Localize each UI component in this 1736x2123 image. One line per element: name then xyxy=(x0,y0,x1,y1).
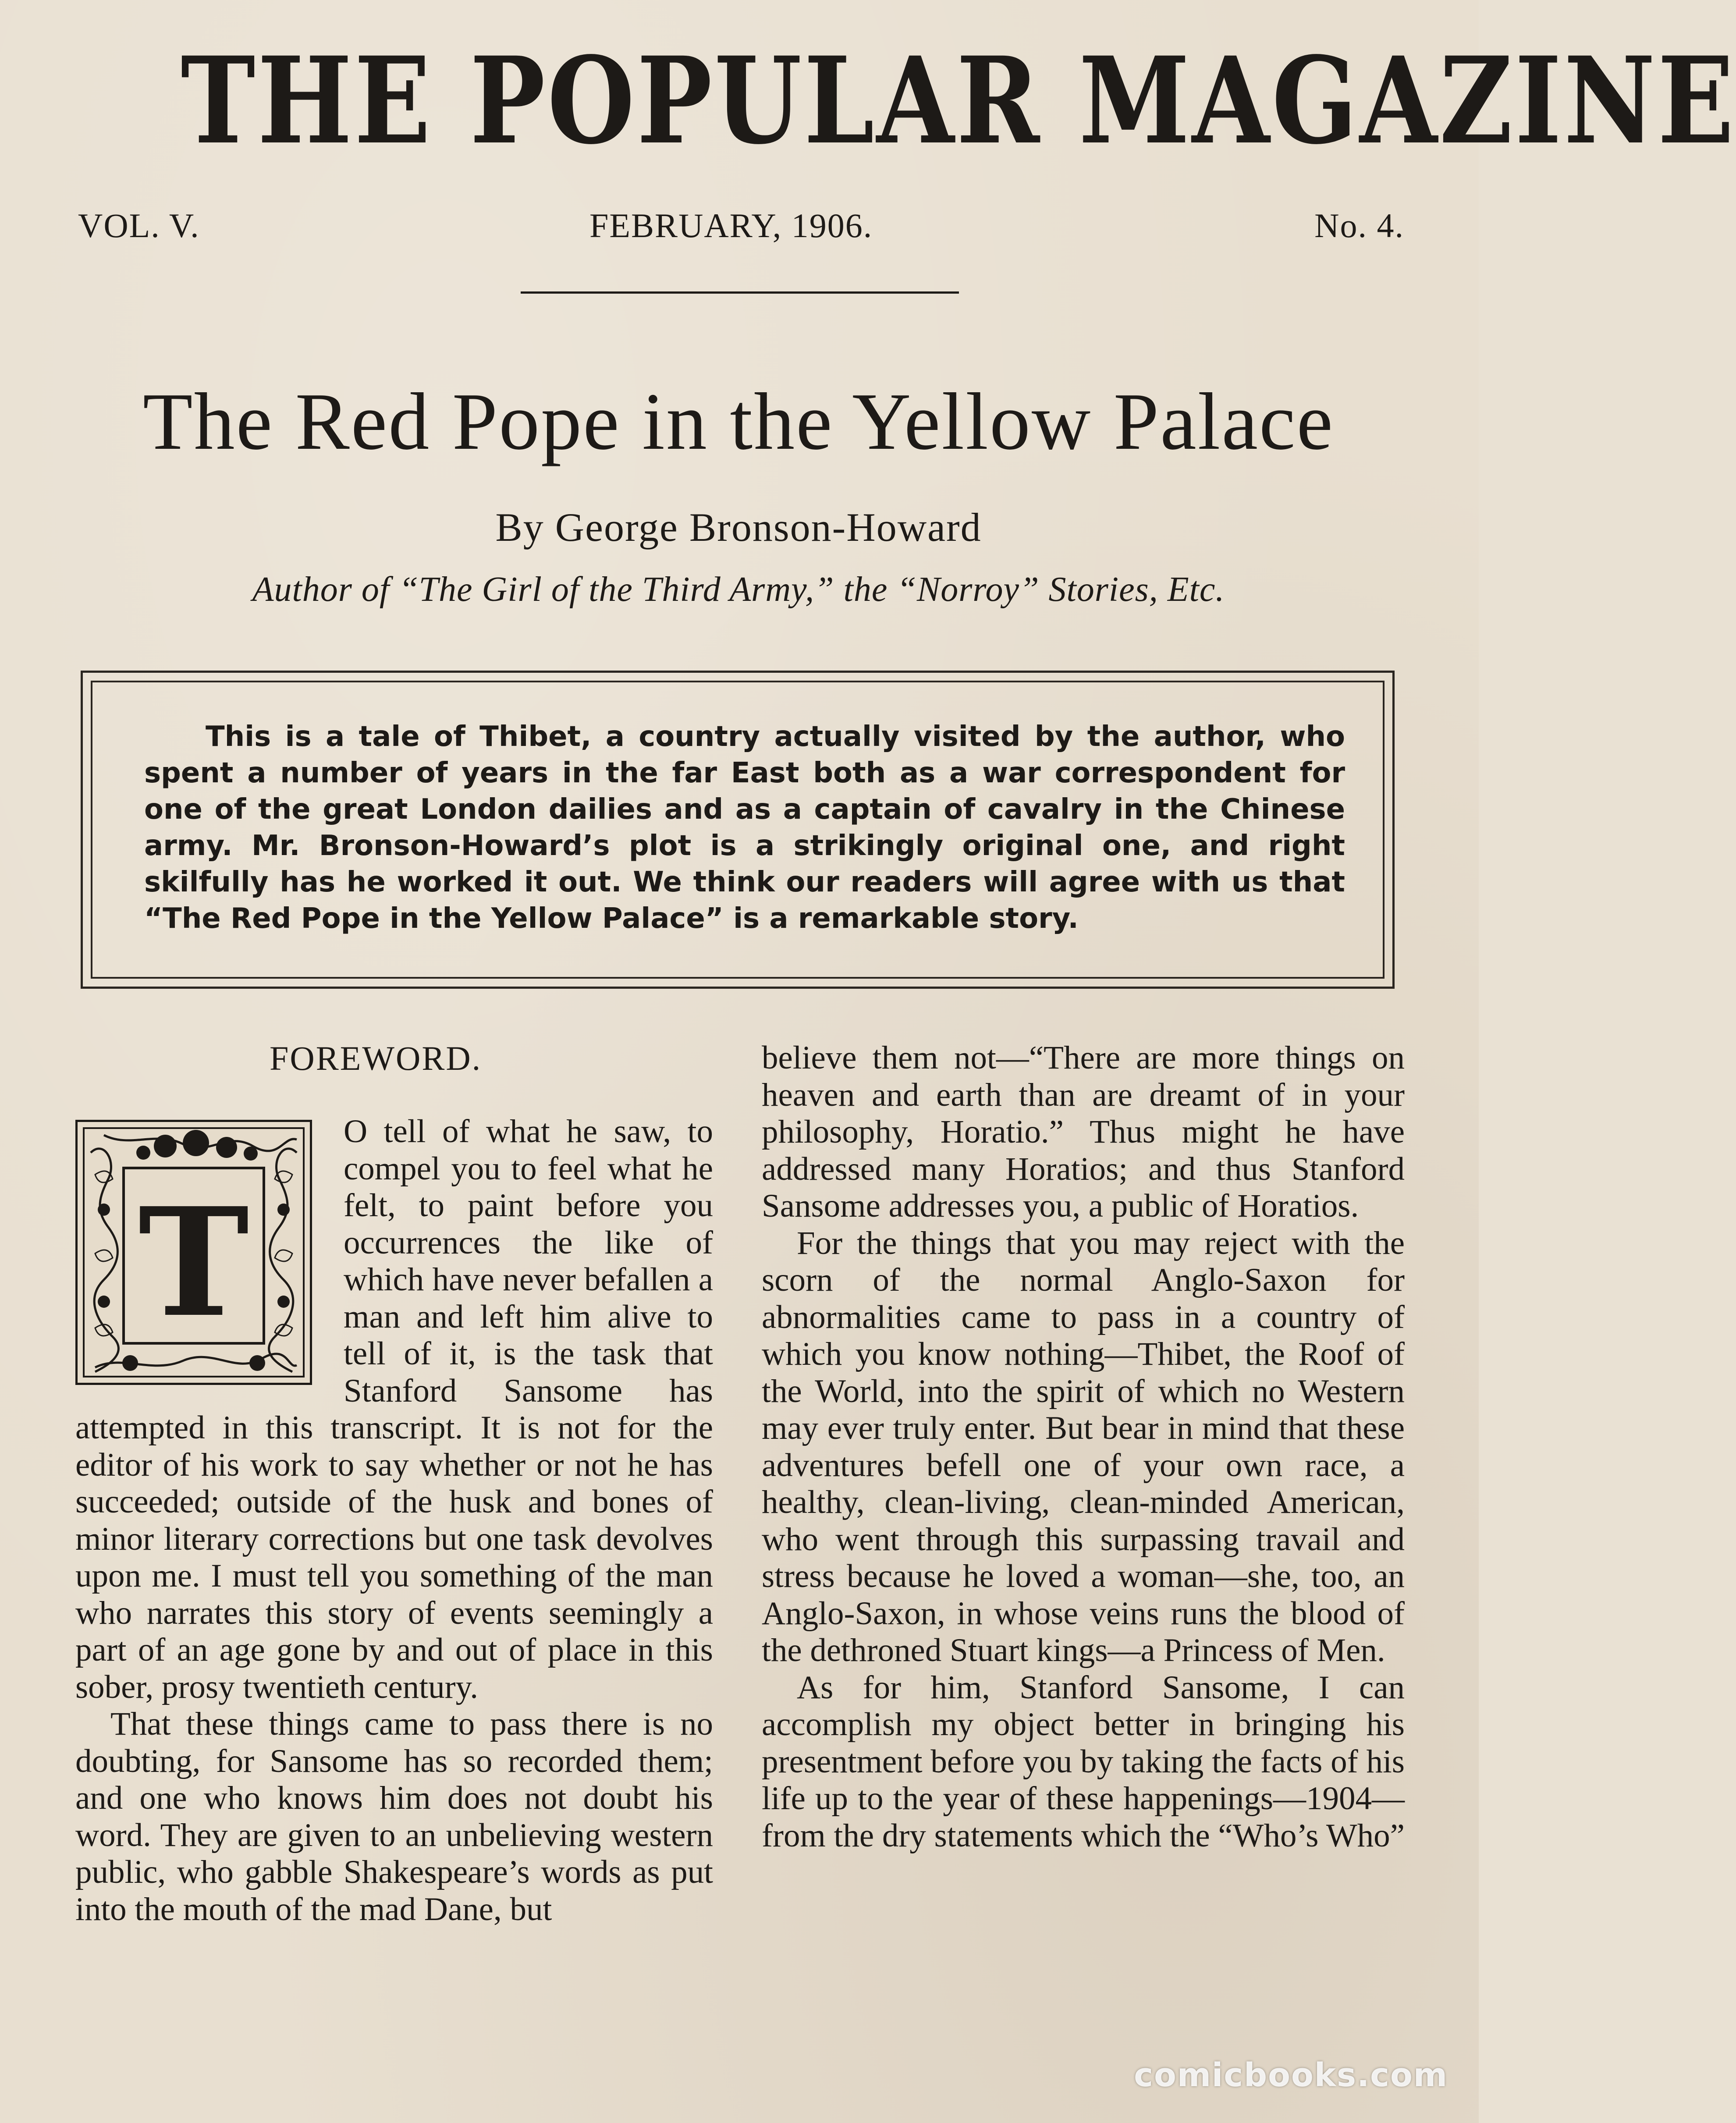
paragraph: O tell of what he saw, to compel you to feel what he felt, to paint before you occurrences the like of which have never befallen a man and left him alive to tell of it, is the task that Stanford Sansome has attempted in this transcript. It is not for the editor of his work to say whether or not he has succeeded; outside of the husk and bones of minor literary corrections but one task devolves upon me. I must tell you something of the man who narrates this story of events seemingly a part of an age gone by and out of place in this sober, prosy twentieth century. xyxy=(75,1113,713,1705)
paragraph: For the things that you may reject with the scorn of the normal Anglo-Saxon for abnormalities came to pass in a country of which you know nothing—Thibet, the Roof of the World, into the spirit of which no Western may ever truly enter. But bear in mind that these adventures befell one of your own race, a healthy, clean-living, clean-minded American, who went through this surpassing travail and stress because he loved a woman—she, too, an Anglo-Saxon, in whose veins runs the blood of the dethroned Stuart kings—a Princess of Men. xyxy=(762,1225,1405,1669)
dropcap-spacer xyxy=(75,1113,344,1409)
watermark: comicbooks.com xyxy=(1134,2056,1448,2094)
volume-label: VOL. V. xyxy=(78,206,200,245)
foreword-right-column xyxy=(762,1040,1405,1854)
paragraph: believe them not—“There are more things on heaven and earth than are dreamt of in your philosophy, Horatio.” Thus might he have addressed many Horatios; and thus Stanford Sansome addresses you, a public of Horatios. xyxy=(762,1040,1405,1224)
issue-number: No. 4. xyxy=(1314,206,1404,245)
foreword-left-column xyxy=(75,1113,713,1928)
paragraph: As for him, Stanford Sansome, I can accomplish my object better in bringing his presentment before you by taking the facts of his life up to the year of these happenings—1904—from the dry statements which the “Who’s Who” xyxy=(762,1669,1405,1854)
intro-box xyxy=(81,671,1395,989)
story-title: The Red Pope in the Yellow Palace xyxy=(142,376,1335,467)
issue-date: FEBRUARY, 1906. xyxy=(589,206,873,245)
paragraph: That these things came to pass there is no doubting, for Sansome has so recorded them; and one who knows him does not doubt his word. They are given to an unbelieving western public, who gabble Shakespeare’s words as put into the mouth of the mad Dane, but xyxy=(75,1706,713,1928)
story-byline: By George Bronson-Howard xyxy=(495,505,982,550)
author-credits: Author of “The Girl of the Third Army,” the “Norroy” Stories, Etc. xyxy=(252,570,1225,609)
foreword-heading: FOREWORD. xyxy=(270,1039,482,1077)
masthead-title: THE POPULAR MAGAZINE xyxy=(181,31,1736,171)
divider-rule xyxy=(521,291,959,294)
intro-text: This is a tale of Thibet, a country actually visited by the author, who spent a number of years in the far East both as a war correspondent for one of the great London dailies and as a captain of cavalry in the Chinese army. Mr. Bronson-Howard’s plot is a strikingly original one, and right skilfully has he worked it out. We think our readers will agree with us that “The Red Pope in the Yellow Palace” is a remarkable story. xyxy=(144,721,1345,935)
dropcap-letter: T xyxy=(138,1175,249,1350)
